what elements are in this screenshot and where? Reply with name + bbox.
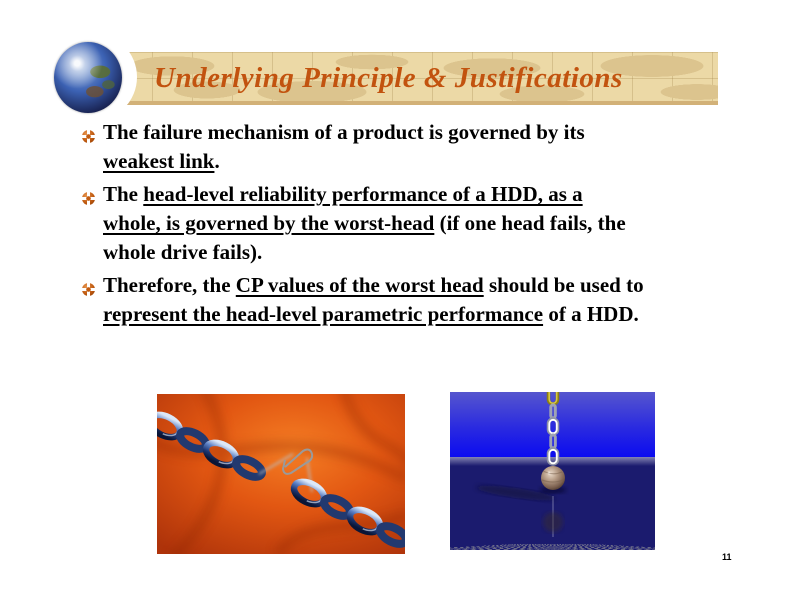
- bullet-text: [103, 271, 742, 329]
- bullet-paragraph-3: [82, 271, 742, 329]
- page-title: Underlying Principle & Justifications: [154, 62, 623, 94]
- bullet-text-line: whole drive fails).: [103, 240, 263, 264]
- bullet-text-line: The head-level reliability performance of a HDD, as a: [103, 182, 583, 206]
- title-banner: [112, 52, 718, 105]
- bullet-text-line: The failure mechanism of a product is governed by its: [103, 120, 585, 144]
- bullet-text: [103, 180, 742, 267]
- bullet-paragraph-1: [82, 118, 742, 176]
- diamond-target-bullet-icon: [82, 192, 95, 205]
- bullet-text-line: represent the head-level parametric performance of a HDD.: [103, 302, 639, 326]
- weakest-link-chain-photo: [157, 394, 405, 554]
- globe-icon: [54, 42, 122, 113]
- hanging-chain-ball-render: [450, 392, 655, 550]
- chain-ball-graphic: [450, 392, 655, 550]
- chain-paperclip-graphic: [157, 394, 405, 554]
- diamond-target-bullet-icon: [82, 130, 95, 143]
- bullet-text-line: weakest link.: [103, 149, 220, 173]
- bullet-text-line: Therefore, the CP values of the worst head should be used to: [103, 273, 644, 297]
- diamond-target-bullet-icon: [82, 283, 95, 296]
- page-number: 11: [722, 552, 732, 562]
- bullet-text-line: whole, is governed by the worst-head (if one head fails, the: [103, 211, 626, 235]
- bullet-paragraph-2: [82, 180, 742, 267]
- bullet-text: [103, 118, 742, 176]
